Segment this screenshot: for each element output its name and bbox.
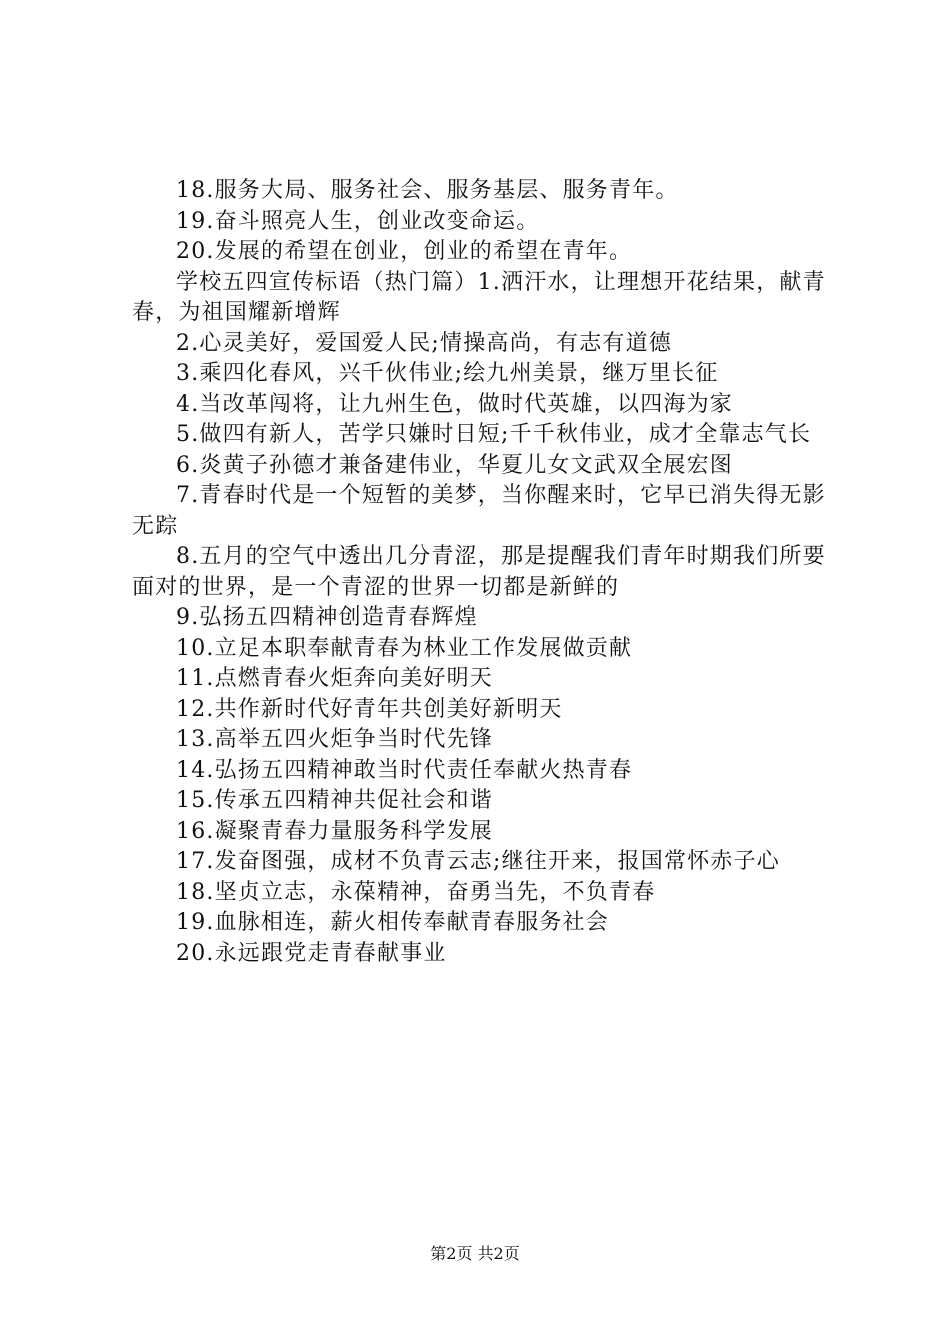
paragraph-11: 8.五月的空气中透出几分青涩，那是提醒我们青年时期我们所要面对的世界，是一个青涩的世界一切都是新鲜的 <box>132 544 826 600</box>
paragraph-12: 9.弘扬五四精神创造青春辉煌 <box>176 605 478 630</box>
paragraph-3: 20.发展的希望在创业，创业的希望在青年。 <box>176 239 633 264</box>
paragraph-7: 4.当改革闯将，让九州生色，做时代英雄，以四海为家 <box>176 391 733 417</box>
paragraph-9: 6.炎黄子孙德才兼备建伟业，华夏儿女文武双全展宏图 <box>176 452 733 478</box>
paragraph-14: 11.点燃青春火炬奔向美好明天 <box>176 666 493 691</box>
paragraph-15: 12.共作新时代好青年共创美好新明天 <box>176 696 563 722</box>
paragraph-16: 13.高举五四火炬争当时代先锋 <box>176 727 493 752</box>
page-footer: 第2页 共2页 <box>430 1244 520 1263</box>
paragraph-13: 10.立足本职奉献青春为林业工作发展做贡献 <box>176 635 633 661</box>
document-body <box>132 176 832 969</box>
paragraph-6: 3.乘四化春风，兴千伙伟业;绘九州美景，继万里长征 <box>176 361 719 386</box>
paragraph-19: 16.凝聚青春力量服务科学发展 <box>176 818 493 844</box>
paragraph-10: 7.青春时代是一个短暂的美梦，当你醒来时，它早已消失得无影无踪 <box>132 483 826 539</box>
paragraph-23: 20.永远跟党走青春献事业 <box>176 940 447 966</box>
paragraph-1: 18.服务大局、服务社会、服务基层、服务青年。 <box>176 178 679 203</box>
paragraph-4: 学校五四宣传标语（热门篇）1.洒汗水，让理想开花结果，献青春，为祖国耀新增辉 <box>132 269 826 325</box>
paragraph-5: 2.心灵美好，爱国爱人民;情操高尚，有志有道德 <box>176 330 673 356</box>
paragraph-8: 5.做四有新人，苦学只嫌时日短;千千秋伟业，成才全靠志气长 <box>176 422 812 447</box>
paragraph-21: 18.坚贞立志，永葆精神，奋勇当先，不负青春 <box>176 879 656 905</box>
paragraph-2: 19.奋斗照亮人生，创业改变命运。 <box>176 208 540 234</box>
paragraph-22: 19.血脉相连，薪火相传奉献青春服务社会 <box>176 910 609 935</box>
paragraph-18: 15.传承五四精神共促社会和谐 <box>176 788 493 813</box>
paragraph-17: 14.弘扬五四精神敢当时代责任奉献火热青春 <box>176 757 633 783</box>
paragraph-20: 17.发奋图强，成材不负青云志;继往开来，报国常怀赤子心 <box>176 849 781 874</box>
